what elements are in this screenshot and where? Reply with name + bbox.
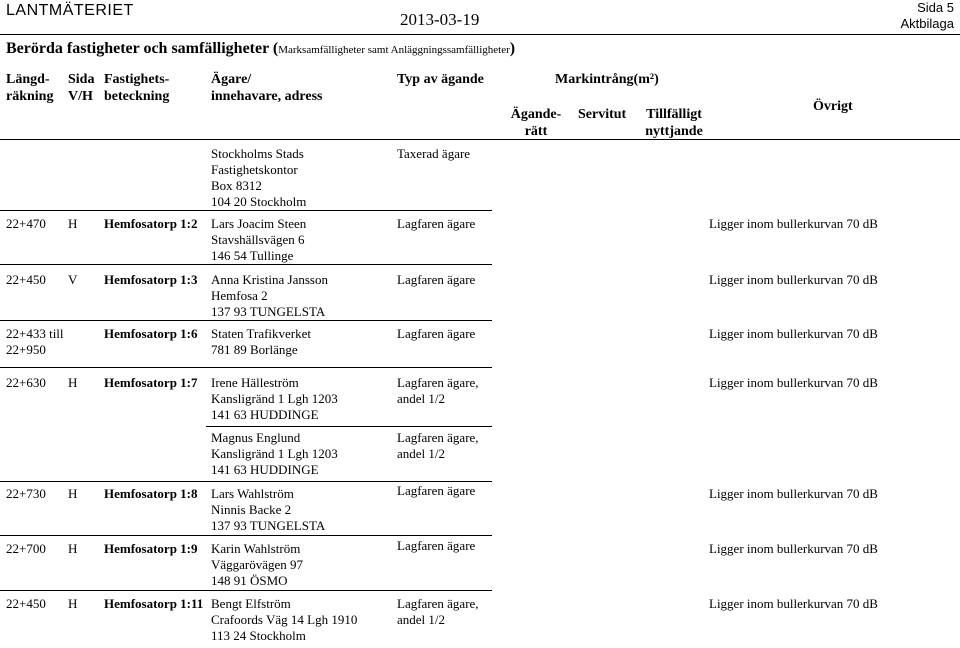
ownership-type: Lagfaren ägare, andel 1/2 <box>397 375 479 406</box>
property-id: Hemfosatorp 1:11 <box>104 596 204 611</box>
ownership-type: Lagfaren ägare <box>397 538 476 553</box>
ownership-type: Lagfaren ägare <box>397 326 476 341</box>
attachment-label: Aktbilaga <box>900 16 954 31</box>
owner-address: Lars Joacim Steen Stavshällsvägen 6 146 54 Tullinge <box>211 216 307 263</box>
header-rule <box>0 34 960 35</box>
ownership-type: Taxerad ägare <box>397 146 471 161</box>
org-name: LANTMÄTERIET <box>6 2 134 19</box>
col-header-other: Övrigt <box>813 99 853 114</box>
document-date: 2013-03-19 <box>400 10 480 29</box>
ownership-type: Lagfaren ägare <box>397 216 476 231</box>
owner-address: Karin Wahlström Väggarövägen 97 148 91 ÖSMO <box>211 541 304 588</box>
note: Ligger inom bullerkurvan 70 dB <box>709 326 878 341</box>
row-separator <box>0 264 492 265</box>
row-separator <box>0 481 492 482</box>
side-value: H <box>68 596 78 611</box>
owner-address: Lars Wahlström Ninnis Backe 2 137 93 TUNGELSTA <box>211 486 326 533</box>
col-header-owner-right: Ägande- rätt <box>510 107 562 139</box>
side-value: H <box>68 486 78 501</box>
property-id: Hemfosatorp 1:9 <box>104 541 198 556</box>
row-separator <box>0 535 492 536</box>
length-value: 22+700 <box>6 541 46 556</box>
owner-address: Anna Kristina Jansson Hemfosa 2 137 93 TUNGELSTA <box>211 272 328 319</box>
col-header-owner: Ägare/ innehavare, adress <box>211 72 323 104</box>
side-value: H <box>68 541 78 556</box>
length-value: 22+730 <box>6 486 46 501</box>
note: Ligger inom bullerkurvan 70 dB <box>709 216 878 231</box>
header-rule-bottom <box>0 139 960 140</box>
length-value: 22+630 <box>6 375 46 390</box>
ownership-type: Lagfaren ägare, andel 1/2 <box>397 430 479 461</box>
side-value: H <box>68 216 78 231</box>
col-header-side: Sida V/H <box>68 72 95 104</box>
property-id: Hemfosatorp 1:7 <box>104 375 198 390</box>
row-separator <box>206 426 492 427</box>
title-close: ) <box>509 40 516 57</box>
owner-address: Magnus Englund Kansligränd 1 Lgh 1203 141 63 HUDDINGE <box>211 430 338 477</box>
row-separator <box>0 590 492 591</box>
property-id: Hemfosatorp 1:6 <box>104 326 198 341</box>
property-id: Hemfosatorp 1:3 <box>104 272 198 287</box>
note: Ligger inom bullerkurvan 70 dB <box>709 541 878 556</box>
length-value: 22+470 <box>6 216 46 231</box>
col-header-property: Fastighets- beteckning <box>104 72 170 104</box>
note: Ligger inom bullerkurvan 70 dB <box>709 272 878 287</box>
col-header-easement: Servitut <box>578 107 627 122</box>
ownership-type: Lagfaren ägare <box>397 483 476 498</box>
row-separator <box>0 210 492 211</box>
ownership-type: Lagfaren ägare <box>397 272 476 287</box>
ownership-type: Lagfaren ägare, andel 1/2 <box>397 596 479 627</box>
length-value: 22+450 <box>6 596 46 611</box>
side-value: H <box>68 375 78 390</box>
note: Ligger inom bullerkurvan 70 dB <box>709 375 878 390</box>
page-title <box>6 40 515 58</box>
col-header-ownership: Typ av ägande <box>397 72 484 87</box>
title-sub: Marksamfälligheter samt Anläggningssamfälligheter <box>278 44 510 56</box>
col-header-temporary: Tillfälligt nyttjande <box>645 107 703 139</box>
side-value: V <box>68 272 78 287</box>
owner-address: Stockholms Stads Fastighetskontor Box 8312 104 20 Stockholm <box>211 146 307 209</box>
owner-address: Bengt Elfström Crafoords Väg 14 Lgh 1910 113 24 Stockholm <box>211 596 358 643</box>
owner-address: Irene Hälleström Kansligränd 1 Lgh 1203 141 63 HUDDINGE <box>211 375 338 422</box>
col-header-length: Längd- räkning <box>6 72 54 104</box>
owner-address: Staten Trafikverket 781 89 Borlänge <box>211 326 312 357</box>
page-number: Sida 5 <box>917 0 954 15</box>
row-separator <box>0 320 492 321</box>
note: Ligger inom bullerkurvan 70 dB <box>709 596 878 611</box>
property-id: Hemfosatorp 1:2 <box>104 216 198 231</box>
row-separator <box>0 367 492 368</box>
title-main: Berörda fastigheter och samfälligheter ( <box>6 40 279 57</box>
property-id: Hemfosatorp 1:8 <box>104 486 198 501</box>
length-value: 22+433 till 22+950 <box>6 326 64 357</box>
col-header-encroachment: Markintrång(m²) <box>555 72 659 87</box>
length-value: 22+450 <box>6 272 46 287</box>
page-info <box>901 0 954 32</box>
note: Ligger inom bullerkurvan 70 dB <box>709 486 878 501</box>
